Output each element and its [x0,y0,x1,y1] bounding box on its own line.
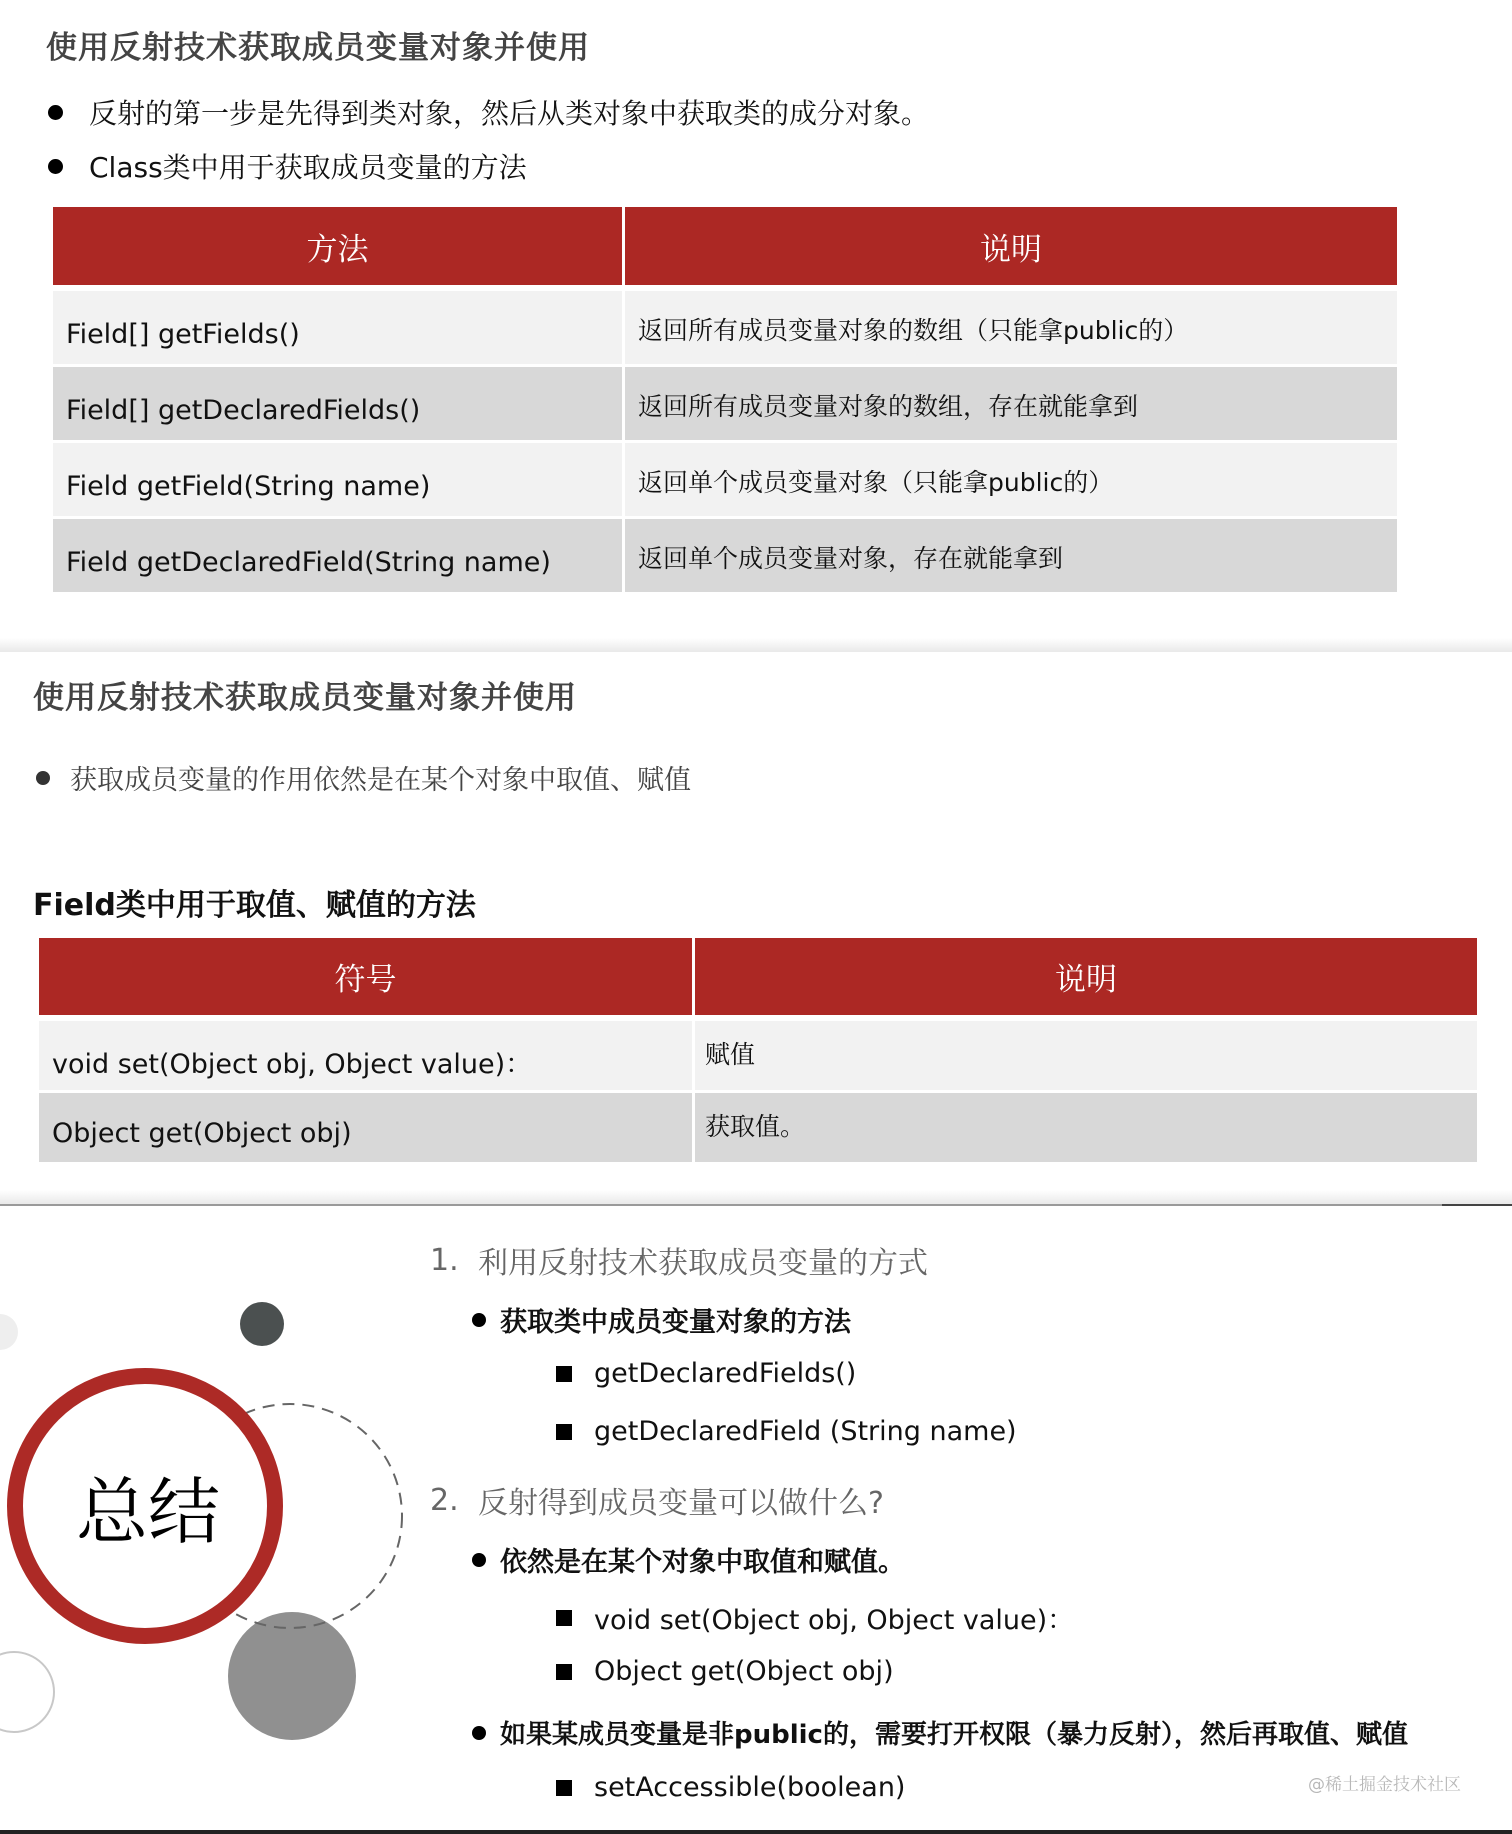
square-bullet-icon [556,1366,572,1382]
bullet-dot-icon [48,159,63,174]
summary-subitem [472,1300,851,1339]
bullet-dot-icon [472,1553,486,1567]
bullet-item [48,92,929,132]
summary-subitem [472,1714,1408,1751]
item-text: 获取类中成员变量对象的方法 [500,1307,851,1338]
item-text: Object get(Object obj) [594,1656,894,1687]
table-header-row [53,207,1397,291]
square-bullet-icon [556,1780,572,1796]
item-text: getDeclaredFields() [594,1358,857,1389]
summary-badge-text: 总结 [76,1470,221,1554]
bullet-text: 反射的第一步是先得到类对象，然后从类对象中获取类的成分对象。 [89,97,930,130]
slide-fields-methods [0,0,1512,650]
table-row [53,291,1397,367]
item-number: 2. [430,1482,459,1518]
summary-code-item [556,1416,1017,1447]
bullet-text: Class类中用于获取成员变量的方法 [89,151,527,184]
slide-title: 使用反射技术获取成员变量对象并使用 [46,30,590,66]
table-header-row [39,938,1477,1021]
desc-cell: 返回单个成员变量对象，存在就能拿到 [625,519,1397,595]
table-row [39,1021,1477,1093]
watermark: @稀土掘金技术社区 [1308,1775,1461,1795]
header-description: 说明 [695,938,1477,1021]
class-methods-table [50,207,1400,595]
method-cell: Field getField(String name) [53,443,622,519]
item-text: void set(Object obj, Object value)： [594,1605,1075,1636]
summary-item [430,1238,928,1282]
symbol-cell: Object get(Object obj) [39,1093,692,1165]
summary-code-item [556,1598,1074,1637]
method-cell: Field[] getFields() [53,291,622,367]
desc-cell: 获取值。 [695,1093,1477,1165]
item-text: getDeclaredField (String name) [594,1416,1017,1447]
desc-cell: 赋值 [695,1021,1477,1093]
item-text: setAccessible(boolean) [594,1772,906,1803]
summary-subitem [472,1540,905,1579]
item-text: 依然是在某个对象中取值和赋值。 [500,1547,905,1578]
bullet-dot-icon [48,105,63,120]
table-row [53,443,1397,519]
summary-item [430,1478,884,1522]
section-subtitle: Field类中用于取值、赋值的方法 [33,888,476,923]
square-bullet-icon [556,1610,572,1626]
symbol-cell: void set(Object obj, Object value)： [39,1021,692,1093]
desc-cell: 返回所有成员变量对象的数组，存在就能拿到 [625,367,1397,443]
bullet-dot-icon [36,771,50,785]
table-row [53,367,1397,443]
summary-code-item [556,1656,894,1687]
slide-divider [0,1190,1512,1206]
field-methods-table [36,938,1480,1165]
bullet-item [48,146,527,186]
bullet-item [36,758,691,797]
bottom-border [0,1830,1512,1834]
square-bullet-icon [556,1664,572,1680]
desc-cell: 返回单个成员变量对象（只能拿public的） [625,443,1397,519]
table-row [39,1093,1477,1165]
item-text: 利用反射技术获取成员变量的方式 [478,1246,928,1281]
desc-cell: 返回所有成员变量对象的数组（只能拿public的） [625,291,1397,367]
summary-code-item [556,1358,856,1389]
header-method: 方法 [53,207,622,291]
slide-field-get-set [0,652,1512,1202]
header-symbol: 符号 [39,938,692,1021]
header-description: 说明 [625,207,1397,291]
item-number: 1. [430,1242,459,1278]
summary-code-item [556,1772,905,1803]
slide-title: 使用反射技术获取成员变量对象并使用 [33,680,577,716]
item-text: 反射得到成员变量可以做什么? [478,1486,884,1521]
bullet-dot-icon [472,1726,486,1740]
bullet-text: 获取成员变量的作用依然是在某个对象中取值、赋值 [70,765,691,796]
table-row [53,519,1397,595]
method-cell: Field getDeclaredField(String name) [53,519,622,595]
slide-summary [0,1206,1512,1834]
item-text: 如果某成员变量是非public的，需要打开权限（暴力反射），然后再取值、赋值 [500,1720,1408,1750]
method-cell: Field[] getDeclaredFields() [53,367,622,443]
bullet-dot-icon [472,1313,486,1327]
square-bullet-icon [556,1424,572,1440]
